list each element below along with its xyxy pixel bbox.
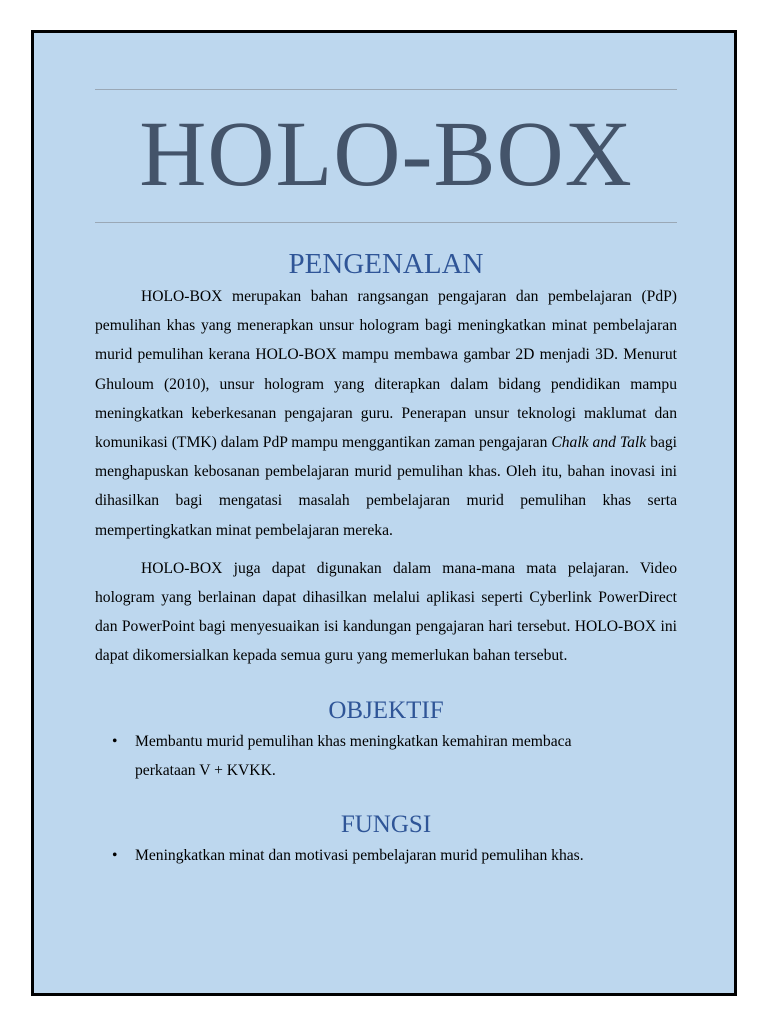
pengenalan-paragraph-1-text-b: bagi menghapuskan kebosanan pembelajaran murid pemulihan khas. Oleh itu, bahan inovasi ini dihasilkan bagi mengatasi masalah pembelajaran murid pemulihan khas serta mempertingkatkan minat pembelajaran mereka. [95,434,678,539]
pengenalan-paragraph-2: HOLO-BOX juga dapat digunakan dalam mana-mana mata pelajaran. Video hologram yang berlainan dapat dihasilkan melalui aplikasi seperti Cyberlink PowerDirect dan PowerPoint bagi menyesuaikan isi kandungan pengajaran hari tersebut. HOLO-BOX ini dapat dikomersialkan kepada semua guru yang memerlukan bahan tersebut. [95,559,677,665]
objektif-heading: OBJEKTIF [328,696,444,724]
fungsi-list [95,841,677,870]
pengenalan-heading: PENGENALAN [288,248,484,280]
fungsi-item-text: Meningkatkan minat dan motivasi pembelajaran murid pemulihan khas. [135,847,584,865]
pengenalan-paragraph-1-italic: Chalk and Talk [551,434,647,452]
title-bottom-rule [95,222,677,223]
title-top-rule [95,89,677,90]
fungsi-heading: FUNGSI [340,811,432,839]
pengenalan-paragraph-1 [95,282,677,545]
document-title: HOLO-BOX [139,103,633,206]
bullet-icon: • [112,732,118,750]
pengenalan-paragraph-1-text-a: HOLO-BOX merupakan bahan rangsangan pengajaran dan pembelajaran (PdP) pemulihan khas yang menerapkan unsur hologram bagi meningkatkan minat pembelajaran murid pemulihan kerana HOLO-BOX mampu membawa gambar 2D menjadi 3D. Menurut Ghuloum (2010), unsur hologram yang diterapkan dalam bidang pendidikan mampu meningkatkan keberkesanan pengajaran guru. Penerapan unsur teknologi maklumat dan komunikasi (TMK) dalam PdP mampu menggantikan zaman pengajaran [95,288,677,452]
list-item [112,727,677,785]
bullet-icon: • [112,847,118,865]
document-page [31,30,737,996]
objektif-item-text: Membantu murid pemulihan khas meningkatkan kemahiran membaca perkataan V + KVKK. [135,732,572,779]
list-item [112,841,677,870]
objektif-list [95,727,677,785]
document-body [95,246,677,870]
